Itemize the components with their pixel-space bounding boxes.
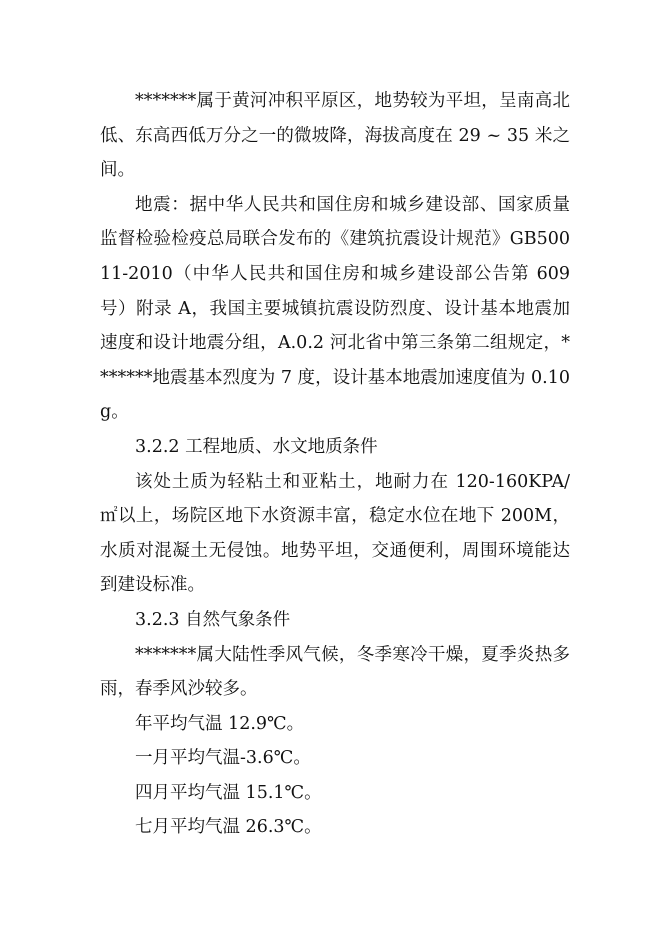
annual-temperature: 年平均气温 12.9℃。 bbox=[135, 713, 305, 734]
section-heading-geology: 3.2.2 工程地质、水文地质条件 bbox=[135, 436, 378, 457]
january-temperature: 一月平均气温-3.6℃。 bbox=[135, 748, 311, 769]
earthquake-paragraph: 地震：据中华人民共和国住房和城乡建设部、国家质量监督检验检疫总局联合发布的《建筑抗震设计规范》GB50011-2010（中华人民共和国住房和城乡建设部公告第 609 号）附录 A，我国主要城镇抗震设防烈度、设计基本地震加速度和设计地震分组，A.0.2 河北省中第三条第二组规定，*******地震基本烈度为 7 度，设计基本地震加速度值为 0.10g。 bbox=[100, 194, 570, 423]
section-heading-climate: 3.2.3 自然气象条件 bbox=[135, 609, 291, 630]
july-temperature: 七月平均气温 26.3℃。 bbox=[135, 817, 322, 838]
terrain-paragraph: *******属于黄河冲积平原区，地势较为平坦，呈南高北低、东高西低万分之一的微坡降，海拔高度在 29 ~ 35 米之间。 bbox=[100, 91, 570, 181]
document-body bbox=[100, 84, 570, 845]
april-temperature: 四月平均气温 15.1℃。 bbox=[135, 782, 322, 803]
climate-paragraph: *******属大陆性季风气候，冬季寒冷干燥，夏季炎热多雨，春季风沙较多。 bbox=[100, 644, 570, 700]
geology-paragraph: 该处土质为轻粘土和亚粘土，地耐力在 120-160KPA/㎡以上，场院区地下水资源丰富，稳定水位在地下 200M，水质对混凝土无侵蚀。地势平坦，交通便利，周围环境能达到建设标准。 bbox=[100, 471, 570, 596]
